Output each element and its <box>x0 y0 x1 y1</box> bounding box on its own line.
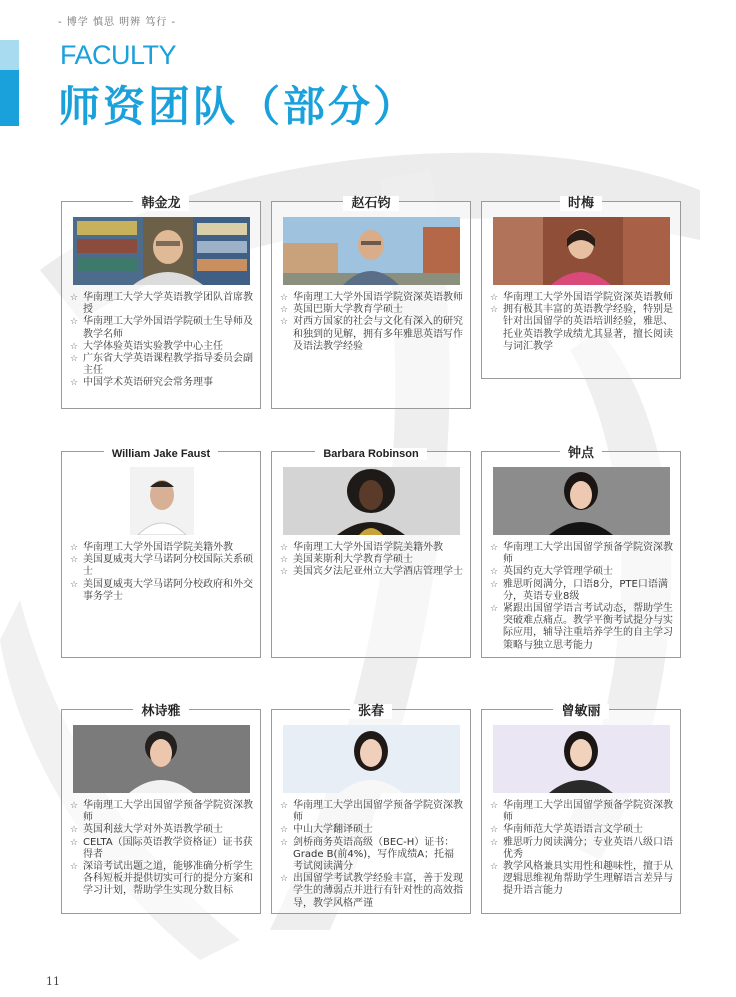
faculty-photo <box>493 725 670 793</box>
faculty-item: ☆ 紧跟出国留学语言考试动态，帮助学生突破难点痛点。教学平衡考试提分与实际应用，辅导注重培养学生的自主学习策略与独立思考能力 <box>490 603 673 651</box>
faculty-item: ☆ 英国利兹大学对外英语教学硕士 <box>70 824 223 836</box>
faculty-item: ☆ 华南理工大学大学英语教学团队首席教授 <box>70 292 253 316</box>
faculty-photo <box>493 467 670 535</box>
faculty-item: ☆ 美国夏威夷大学马诺阿分校国际关系硕士 <box>70 554 253 578</box>
faculty-name: Barbara Robinson <box>315 448 426 460</box>
faculty-card-zhang-chun <box>271 704 471 914</box>
faculty-item: ☆ 剑桥商务英语高级（BEC-H）证书：Grade B(前4%)，写作成绩A；托福考试阅读满分 <box>280 836 455 873</box>
faculty-item: ☆ 雅思听阅满分，口语8分，PTE口语满分，英语专业8级 <box>490 578 668 602</box>
faculty-name: 韩金龙 <box>133 196 188 211</box>
faculty-name: 时梅 <box>560 196 602 211</box>
faculty-name: William Jake Faust <box>104 448 218 460</box>
faculty-photo <box>73 217 250 285</box>
faculty-name: 赵石钧 <box>343 196 398 211</box>
faculty-card-zhao-shijun <box>271 196 471 409</box>
faculty-photo <box>493 217 670 285</box>
faculty-card-han-jinlong <box>61 196 261 409</box>
faculty-item: ☆ 美国夏威夷大学马诺阿分校政府和外交事务学士 <box>70 578 253 602</box>
faculty-item: ☆ 中国学术英语研究会常务理事 <box>70 377 213 389</box>
faculty-item: ☆ 华南理工大学外国语学院美籍外教 <box>280 542 443 553</box>
faculty-photo <box>130 467 194 535</box>
faculty-item: ☆ 拥有极其丰富的英语教学经验，特别是针对出国留学的英语培训经验，雅思、托业英语教学成绩尤其显著，擅长阅读与词汇教学 <box>490 304 673 352</box>
title-accent-bar-dark <box>0 70 19 126</box>
faculty-item: ☆ 华南理工大学外国语学院资深英语教师 <box>280 292 463 303</box>
faculty-name: 张春 <box>350 704 392 719</box>
faculty-item: ☆ 华南理工大学外国语学院美籍外教 <box>70 542 233 553</box>
faculty-name: 钟点 <box>560 446 602 461</box>
page-number: 11 <box>46 975 60 988</box>
faculty-item: ☆ CELTA（国际英语教学资格证）证书获得者 <box>70 836 253 860</box>
faculty-card-lin-shiya <box>61 704 261 914</box>
faculty-card-zeng-minli <box>481 704 681 914</box>
faculty-card-zhong-dian <box>481 446 681 658</box>
faculty-card-william-jake-faust <box>61 448 261 658</box>
faculty-card-shi-mei <box>481 196 681 379</box>
title-accent-bar-light <box>0 40 19 70</box>
faculty-item: ☆ 华南理工大学出国留学预备学院资深教师 <box>70 800 253 824</box>
faculty-item: ☆ 英国巴斯大学教育学硕士 <box>280 304 403 316</box>
faculty-item: ☆ 华南理工大学出国留学预备学院资深教师 <box>490 542 673 566</box>
faculty-item: ☆ 华南师范大学英语语言文学硕士 <box>490 824 643 836</box>
faculty-item: ☆ 大学体验英语实验教学中心主任 <box>70 340 223 352</box>
faculty-item: ☆ 美国宾夕法尼亚州立大学酒店管理学士 <box>280 566 463 578</box>
faculty-item: ☆ 华南理工大学外国语学院硕士生导师及教学名师 <box>70 316 253 340</box>
faculty-item: ☆ 华南理工大学出国留学预备学院资深教师 <box>490 800 673 824</box>
faculty-name: 曾敏丽 <box>553 704 608 719</box>
faculty-item: ☆ 雅思听力阅读满分；专业英语八级口语优秀 <box>490 836 673 860</box>
faculty-item: ☆ 深谙考试出题之道，能够准确分析学生各科短板并提供切实可行的提分方案和学习计划，帮助学生实现分数目标 <box>70 861 253 897</box>
faculty-item: ☆ 华南理工大学外国语学院资深英语教师 <box>490 292 673 303</box>
faculty-item: ☆ 英国约克大学管理学硕士 <box>490 566 613 578</box>
faculty-name: 林诗雅 <box>133 704 188 719</box>
faculty-item: ☆ 中山大学翻译硕士 <box>280 824 373 836</box>
faculty-photo <box>283 217 460 285</box>
faculty-photo <box>283 467 460 535</box>
faculty-photo <box>73 725 250 793</box>
school-motto: - 博学 慎思 明辨 笃行 - <box>58 17 177 28</box>
page-title-english: FACULTY <box>60 40 177 70</box>
faculty-card-barbara-robinson <box>271 448 471 658</box>
page-title-chinese: 师资团队（部分） <box>58 82 419 131</box>
faculty-item: ☆ 出国留学考试教学经验丰富，善于发现学生的薄弱点并进行有针对性的高效指导，教学风格严谨 <box>280 873 463 909</box>
faculty-item: ☆ 对西方国家的社会与文化有深入的研究和独到的见解，拥有多年雅思英语写作及语法教学经验 <box>280 316 463 352</box>
faculty-photo <box>283 725 460 793</box>
faculty-item: ☆ 美国莱斯利大学教育学硕士 <box>280 554 413 566</box>
faculty-item: ☆ 广东省大学英语课程教学指导委员会副主任 <box>70 353 253 377</box>
faculty-item: ☆ 华南理工大学出国留学预备学院资深教师 <box>280 800 463 824</box>
faculty-item: ☆ 教学风格兼具实用性和趣味性，擅于从逻辑思维视角帮助学生理解语言差异与提升语言能力 <box>490 861 673 897</box>
